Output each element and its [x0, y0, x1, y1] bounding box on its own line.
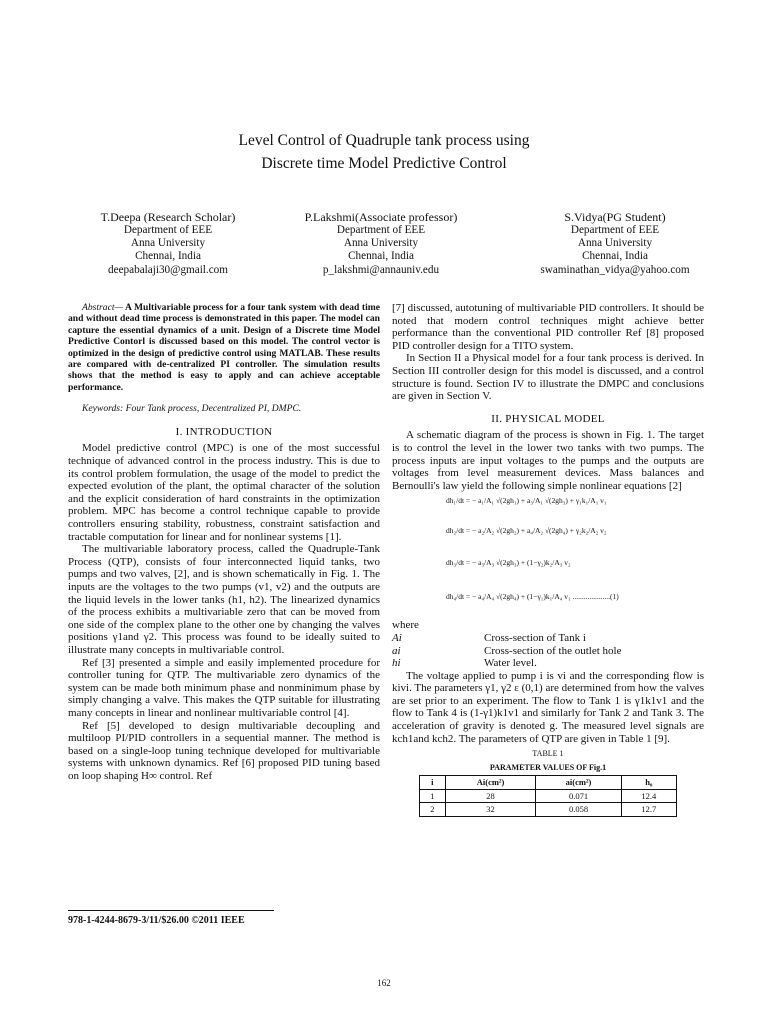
copyright-footer: 978-1-4244-8679-3/11/$26.00 ©2011 IEEE	[68, 915, 245, 926]
equation-4: dh₄/dt = − a₄/A₄ √(2gh₄) + (1−γ₁)k₁/A₄ v₁ ....................(1)	[446, 592, 619, 602]
section-heading-introduction: I. INTRODUCTION	[175, 425, 273, 438]
right-paragraph-1: [7] discussed, autotuning of multivariable PID controllers. It should be noted that modern control techniques might achieve better performance than the conventional PID controller Ref [8] proposed PID controller design for a TITO system.	[392, 302, 704, 352]
footer-rule	[68, 910, 274, 911]
where-label: where	[392, 619, 419, 632]
author-city: Chennai, India	[348, 250, 414, 263]
intro-paragraph-4: Ref [5] developed to design multivariable decoupling and multiloop PI/PID controllers in a sequential manner. The method is based on a single-loop tuning technique developed for multivariable systems with unknown dynamics. Ref [6] proposed PID tuning based on loop shaping H∞ control. Ref	[68, 719, 380, 782]
definition-row	[392, 632, 704, 645]
table-header-cell: i	[420, 776, 446, 790]
author-name: T.Deepa (Research Scholar)	[100, 210, 236, 224]
keywords: Keywords: Four Tank process, Decentralized PI, DMPC.	[82, 403, 302, 415]
definition-symbol: Ai	[392, 631, 402, 644]
author-org: Anna University	[577, 237, 653, 250]
author-org: Anna University	[343, 237, 419, 250]
author-city: Chennai, India	[135, 250, 201, 263]
equation-block	[392, 492, 704, 619]
table-header-cell: h₀	[621, 776, 676, 790]
table-caption: TABLE 1	[532, 749, 564, 759]
author-3	[510, 210, 720, 277]
parameter-table	[419, 775, 677, 817]
author-city: Chennai, India	[582, 250, 648, 263]
definition-text: Cross-section of Tank i	[484, 631, 586, 644]
abstract	[68, 302, 380, 393]
intro-paragraph-3: Ref [3] presented a simple and easily implemented procedure for controller tuning for QTP. The multivariable zero dynamics of the system can be made both minimum phase and nonminimum phase by simply changing a valve. This makes the QTP suitable for illustrating many concepts in linear and nonlinear multivariable control [4].	[68, 656, 380, 719]
section-heading-physical-model: II. PHYSICAL MODEL	[491, 412, 605, 425]
definition-row	[392, 657, 704, 670]
table-cell: 12.4	[621, 789, 676, 803]
definition-text: Water level.	[484, 657, 537, 670]
physical-paragraph-2: The voltage applied to pump i is vi and the corresponding flow is kivi. The parameters γ1, γ2 ε (0,1) are determined from how the valves are set prior to an experiment. The flow to Tank 1 is γ1k1v1 and the flow to Tank 4 is (1-γ1)k1v1 and similarly for Tank 2 and Tank 3. The acceleration of gravity is denoted g. The measured level signals are kch1and kch2. The parameters of QTP are given in Table 1 [9].	[392, 669, 704, 745]
intro-paragraph-2: The multivariable laboratory process, called the Quadruple-Tank Process (QTP), consists of four interconnected liquid tanks, two pumps and two valves, [2], and is shown schematically in Fig. 1. The inputs are the voltages to the two pumps (v1, v2) and the outputs are the liquid levels in the lower tanks (h1, h2). The linearized dynamics of the process exhibits a multivariable zero that can be moved from one side of the complex plane to the other one by changing the valves positions γ1and γ2. This process was found to be ideally suited to illustrate many concepts in multivariable control.	[68, 543, 380, 656]
table-cell: 32	[445, 803, 536, 817]
abstract-label: Abstract—	[82, 302, 124, 313]
definition-symbol: ai	[392, 644, 401, 657]
definition-symbol: hi	[392, 657, 401, 670]
physical-paragraph-1: A schematic diagram of the process is shown in Fig. 1. The target is to control the level in the lower two tanks with two pumps. The process inputs are input voltages to the pumps and the outputs are voltages from level measurement devices. Mass balances and Bernoulli's law yield the following simple nonlinear equations [2]	[392, 429, 704, 492]
equation-3: dh₃/dt = − a₃/A₃ √(2gh₃) + (1−γ₂)k₂/A₃ v₂	[446, 558, 571, 568]
table-cell: 0.058	[536, 803, 621, 817]
author-org: Anna University	[130, 237, 206, 250]
table-row	[420, 803, 677, 817]
page-number: 162	[377, 978, 391, 988]
table-cell: 28	[445, 789, 536, 803]
table-cell: 2	[420, 803, 446, 817]
author-email: swaminathan_vidya@yahoo.com	[540, 263, 690, 276]
table-cell: 1	[420, 789, 446, 803]
abstract-text: A Multivariable process for a four tank system with dead time and without dead time process is demonstrated in this paper. The model can capture the essential dynamics of a unit. Design of a Discrete time Model Predictive Contorl is discussed based on this model. The control vector is optimized in the design of predictive control using MATLAB. These results are compared with de-centralized PI controller. The simulation results shows that the method is easy to apply and can achieve acceptable performance.	[68, 302, 380, 393]
author-dept: Department of EEE	[336, 224, 426, 236]
table-title: PARAMETER VALUES OF Fig.1	[489, 763, 607, 773]
table-header-row	[420, 776, 677, 790]
table-header-cell: Ai(cm²)	[445, 776, 536, 790]
author-dept: Department of EEE	[570, 224, 660, 236]
equation-2: dh₂/dt = − a₂/A₂ √(2gh₂) + a₄/A₂ √(2gh₄) + γ₂k₂/A₂ v₂	[446, 526, 607, 536]
equation-1: dh₁/dt = − a₁/A₁ √(2gh₁) + a₃/A₁ √(2gh₃) + γ₁k₁/A₁ v₁	[446, 496, 607, 506]
intro-paragraph-1: Model predictive control (MPC) is one of the most successful technique of advanced control in the process industry. This is due to its control problem formulation, the usage of the model to predict the expected evolution of the plant, the optimal character of the solution and the explicit consideration of hard constraints in the optimization problem. MPC has become a control technique capable to provide controllers ensuring stability, robustness, constraint satisfaction and tractable computation for linear and for nonlinear systems [1].	[68, 442, 380, 543]
table-cell: 12.7	[621, 803, 676, 817]
author-email: p_lakshmi@annauniv.edu	[322, 263, 440, 276]
title-line-1: Level Control of Quadruple tank process using	[238, 132, 530, 149]
title-line-2: Discrete time Model Predictive Control	[261, 155, 507, 172]
right-column	[392, 302, 704, 817]
author-dept: Department of EEE	[123, 224, 213, 236]
author-name: P.Lakshmi(Associate professor)	[304, 210, 458, 224]
paper-title	[0, 129, 768, 175]
symbol-definitions	[392, 619, 704, 669]
right-paragraph-2: In Section II a Physical model for a four tank process is derived. In Section III controller design for this model is discussed, and a control structure is found. Section IV to illustrate the DMPC and conclusions are given in Section V.	[392, 352, 704, 403]
author-2	[281, 210, 481, 277]
table-cell: 0.071	[536, 789, 621, 803]
left-column	[68, 302, 380, 782]
definition-row	[392, 645, 704, 658]
author-email: deepabalaji30@gmail.com	[108, 263, 228, 276]
table-row	[420, 789, 677, 803]
definition-text: Cross-section of the outlet hole	[484, 644, 622, 657]
author-name: S.Vidya(PG Student)	[564, 210, 666, 224]
author-1	[68, 210, 268, 277]
table-header-cell: ai(cm²)	[536, 776, 621, 790]
